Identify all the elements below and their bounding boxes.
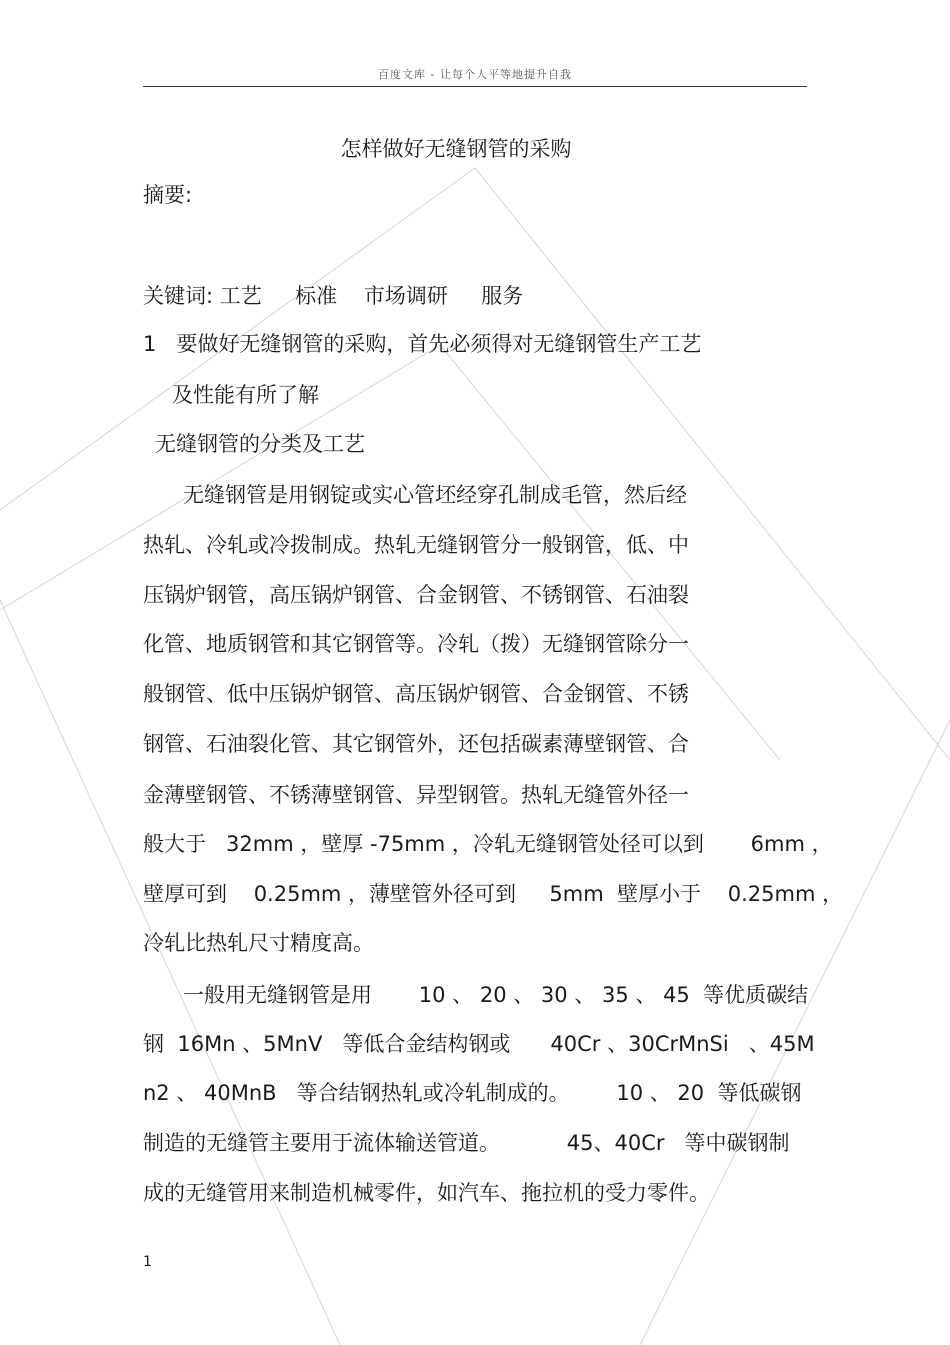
paragraph-1-line: 金薄壁钢管、不锈薄壁钢管、异型钢管。热轧无缝管外径一: [143, 783, 689, 807]
paragraph-2-line: 一般用无缝钢管是用 10 、 20 、 30 、 35 、 45 等优质碳结: [143, 983, 809, 1007]
paragraph-2-line: 制造的无缝管主要用于流体输送管道。 45、40Cr 等中碳钢制: [143, 1131, 790, 1155]
paragraph-1-line: 般钢管、低中压锅炉钢管、高压锅炉钢管、合金钢管、不锈: [143, 682, 689, 706]
paragraph-2-line: n2 、 40MnB 等合结钢热轧或冷轧制成的。 10 、 20 等低碳钢: [143, 1081, 802, 1105]
page-number: 1: [143, 1254, 152, 1270]
paragraph-1-line: 无缝钢管是用钢锭或实心管坯经穿孔制成毛管，然后经: [143, 483, 688, 507]
subsection-heading: 无缝钢管的分类及工艺: [155, 432, 365, 456]
paragraph-1-line: 化管、地质钢管和其它钢管等。冷轧（拨）无缝钢管除分一: [143, 632, 689, 656]
running-header: 百度文库 - 让每个人平等地提升自我: [378, 68, 572, 81]
paragraph-1-line: 压锅炉钢管，高压锅炉钢管、合金钢管、不锈钢管、石油裂: [143, 583, 689, 607]
abstract-label: 摘要:: [143, 183, 193, 207]
section-heading-line-1: 1 要做好无缝钢管的采购，首先必须得对无缝钢管生产工艺: [143, 332, 702, 356]
paragraph-1-line: 般大于 32mm ，壁厚 -75mm ，冷轧无缝钢管处径可以到 6mm ，: [143, 832, 833, 856]
header-rule: [143, 86, 807, 87]
keywords-line: 关键词: 工艺 标准 市场调研 服务: [143, 284, 524, 308]
paragraph-2-line: 成的无缝管用来制造机械零件，如汽车、拖拉机的受力零件。: [143, 1181, 710, 1205]
paragraph-2-line: 钢 16Mn 、5MnV 等低合金结构钢或 40Cr 、30CrMnSi 、45M: [143, 1032, 815, 1056]
section-heading-line-2: 及性能有所了解: [172, 383, 319, 407]
paragraph-1-line: 钢管、石油裂化管、其它钢管外，还包括碳素薄壁钢管、合: [143, 732, 689, 756]
paragraph-1-line: 热轧、冷轧或冷拨制成。热轧无缝钢管分一般钢管，低、中: [143, 533, 689, 557]
document-title: 怎样做好无缝钢管的采购: [340, 137, 572, 161]
paragraph-1-line: 壁厚可到 0.25mm ，薄壁管外径可到 5mm 壁厚小于 0.25mm ，: [143, 882, 844, 906]
paragraph-1-line: 冷轧比热轧尺寸精度高。: [143, 931, 374, 955]
